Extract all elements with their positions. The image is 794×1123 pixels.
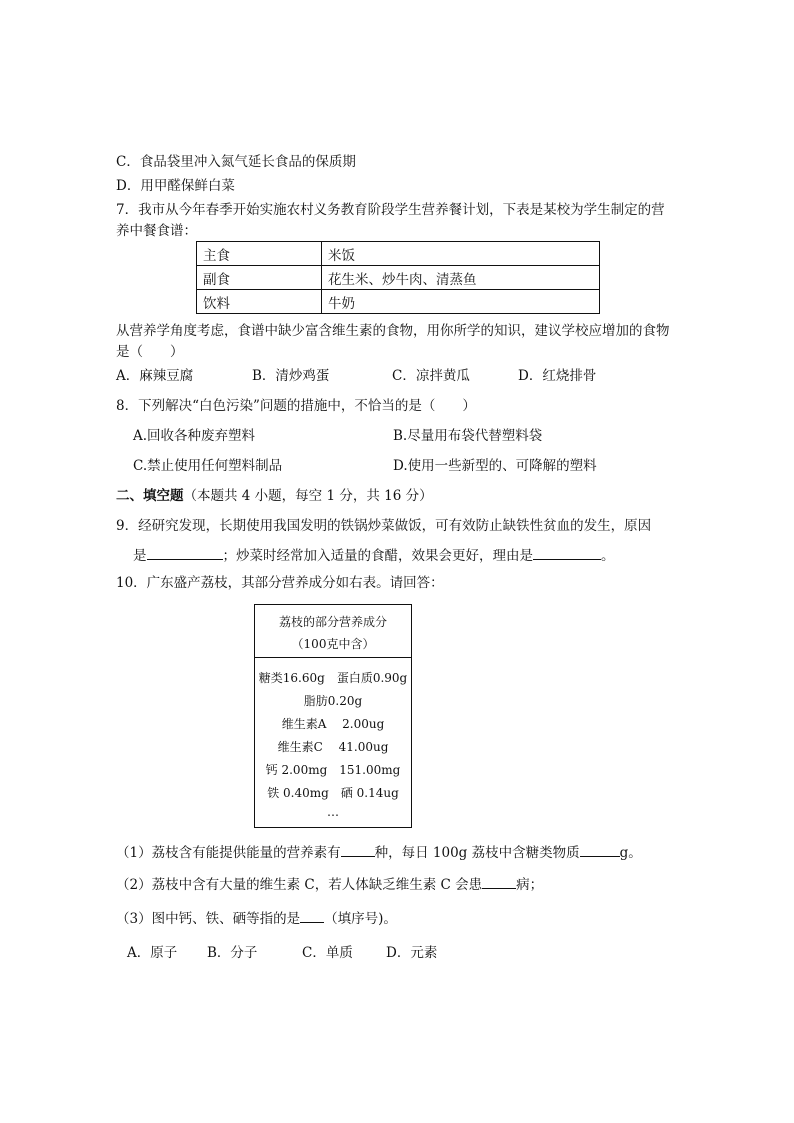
q7-option-c: C．凉拌黄瓜 [392,368,470,384]
q9-line2 [133,545,615,565]
nutrition-row: 糖类16.60g 蛋白质0.90g [258,671,408,685]
table-cell-label: 饮料 [197,290,322,314]
q7-stem-line1: 7．我市从今年春季开始实施农村义务教育阶段学生营养餐计划，下表是某校为学生制定的营 [116,202,665,218]
section-note: （本题共 4 小题，每空 1 分，共 16 分） [183,488,433,504]
q10-sub2-text-b: 病； [516,877,544,893]
table-row [197,242,600,266]
q10-sub3-text-b: （填序号)。 [324,911,397,927]
table-cell-value: 米饭 [322,242,600,266]
q7-stem-line2: 养中餐食谱： [116,223,197,239]
q9-text-b: ；炒菜时经常加入适量的食醋，效果会更好，理由是 [222,548,533,564]
q10-sub3-text-a: （3）图中钙、铁、硒等指的是 [116,911,301,927]
q8-stem: 8．下列解决“白色污染”问题的措施中，不恰当的是（ ） [116,398,476,414]
q8-option-c: C.禁止使用任何塑料制品 [133,458,283,474]
q10-stem: 10．广东盛产荔枝，其部分营养成分如右表。请回答： [116,575,444,591]
table-cell-value: 牛奶 [322,290,600,314]
table-cell-label: 副食 [197,266,322,290]
section-heading [116,487,433,505]
q8-option-d: D.使用一些新型的、可降解的塑料 [393,458,597,474]
nutrition-box-title: 荔枝的部分营养成分 [278,615,387,629]
q9-text-a: 是 [133,548,147,564]
q10-sub2 [116,874,543,894]
q6-option-d: D．用甲醛保鲜白菜 [116,178,235,194]
q7-option-d: D．红烧排骨 [518,368,597,384]
nutrition-row: 维生素C 41.00ug [277,740,389,754]
q10-option-c: C．单质 [302,945,353,961]
nutrition-box-header [255,605,411,658]
q8-option-a: A.回收各种废弃塑料 [133,428,256,444]
lychee-nutrition-box [254,604,412,828]
lunch-menu-table [196,241,600,314]
q10-option-b: B．分子 [207,945,258,961]
q7-option-a: A．麻辣豆腐 [116,368,194,384]
table-row [197,266,600,290]
q9-text-c: 。 [601,548,615,564]
answer-blank[interactable] [533,545,601,560]
answer-blank[interactable] [147,545,223,560]
answer-blank[interactable] [482,874,516,889]
q6-option-c: C．食品袋里冲入氮气延长食品的保质期 [116,154,356,170]
nutrition-box-subtitle: （100克中含） [291,637,375,651]
q10-sub1 [116,842,642,862]
nutrition-row: 铁 0.40mg 硒 0.14ug [267,786,399,800]
q10-option-d: D．元素 [386,945,438,961]
q9-line1: 9．经研究发现，长期使用我国发明的铁锅炒菜做饭，可有效防止缺铁性贫血的发生，原因 [116,518,652,534]
q7-followup-line2: 是（ ） [116,344,184,360]
answer-blank[interactable] [341,842,375,857]
q10-option-a: A．原子 [127,945,178,961]
nutrition-row: … [327,805,339,819]
q10-sub2-text-a: （2）荔枝中含有大量的维生素 C，若人体缺乏维生素 C 会患 [116,877,483,893]
section-title: 二、填空题 [116,488,184,504]
table-cell-value: 花生米、炒牛肉、清蒸鱼 [322,266,600,290]
nutrition-row: 钙 2.00mg 151.00mg [265,763,401,777]
q10-sub1-text-b: 种，每日 100g 荔枝中含糖类物质 [374,845,580,861]
q8-option-b: B.尽量用布袋代替塑料袋 [393,428,543,444]
table-cell-label: 主食 [197,242,322,266]
answer-blank[interactable] [580,842,620,857]
answer-blank[interactable] [300,908,324,923]
q7-followup-line1: 从营养学角度考虑，食谱中缺少富含维生素的食物，用你所学的知识，建议学校应增加的食物 [116,323,670,339]
nutrition-row: 脂肪0.20g [303,694,363,708]
table-row [197,290,600,314]
q10-sub1-text-c: g。 [619,845,642,861]
q7-option-b: B．清炒鸡蛋 [252,368,330,384]
q10-sub1-text-a: （1）荔枝含有能提供能量的营养素有 [116,845,341,861]
q10-sub3 [116,908,397,928]
nutrition-row: 维生素A 2.00ug [281,717,385,731]
